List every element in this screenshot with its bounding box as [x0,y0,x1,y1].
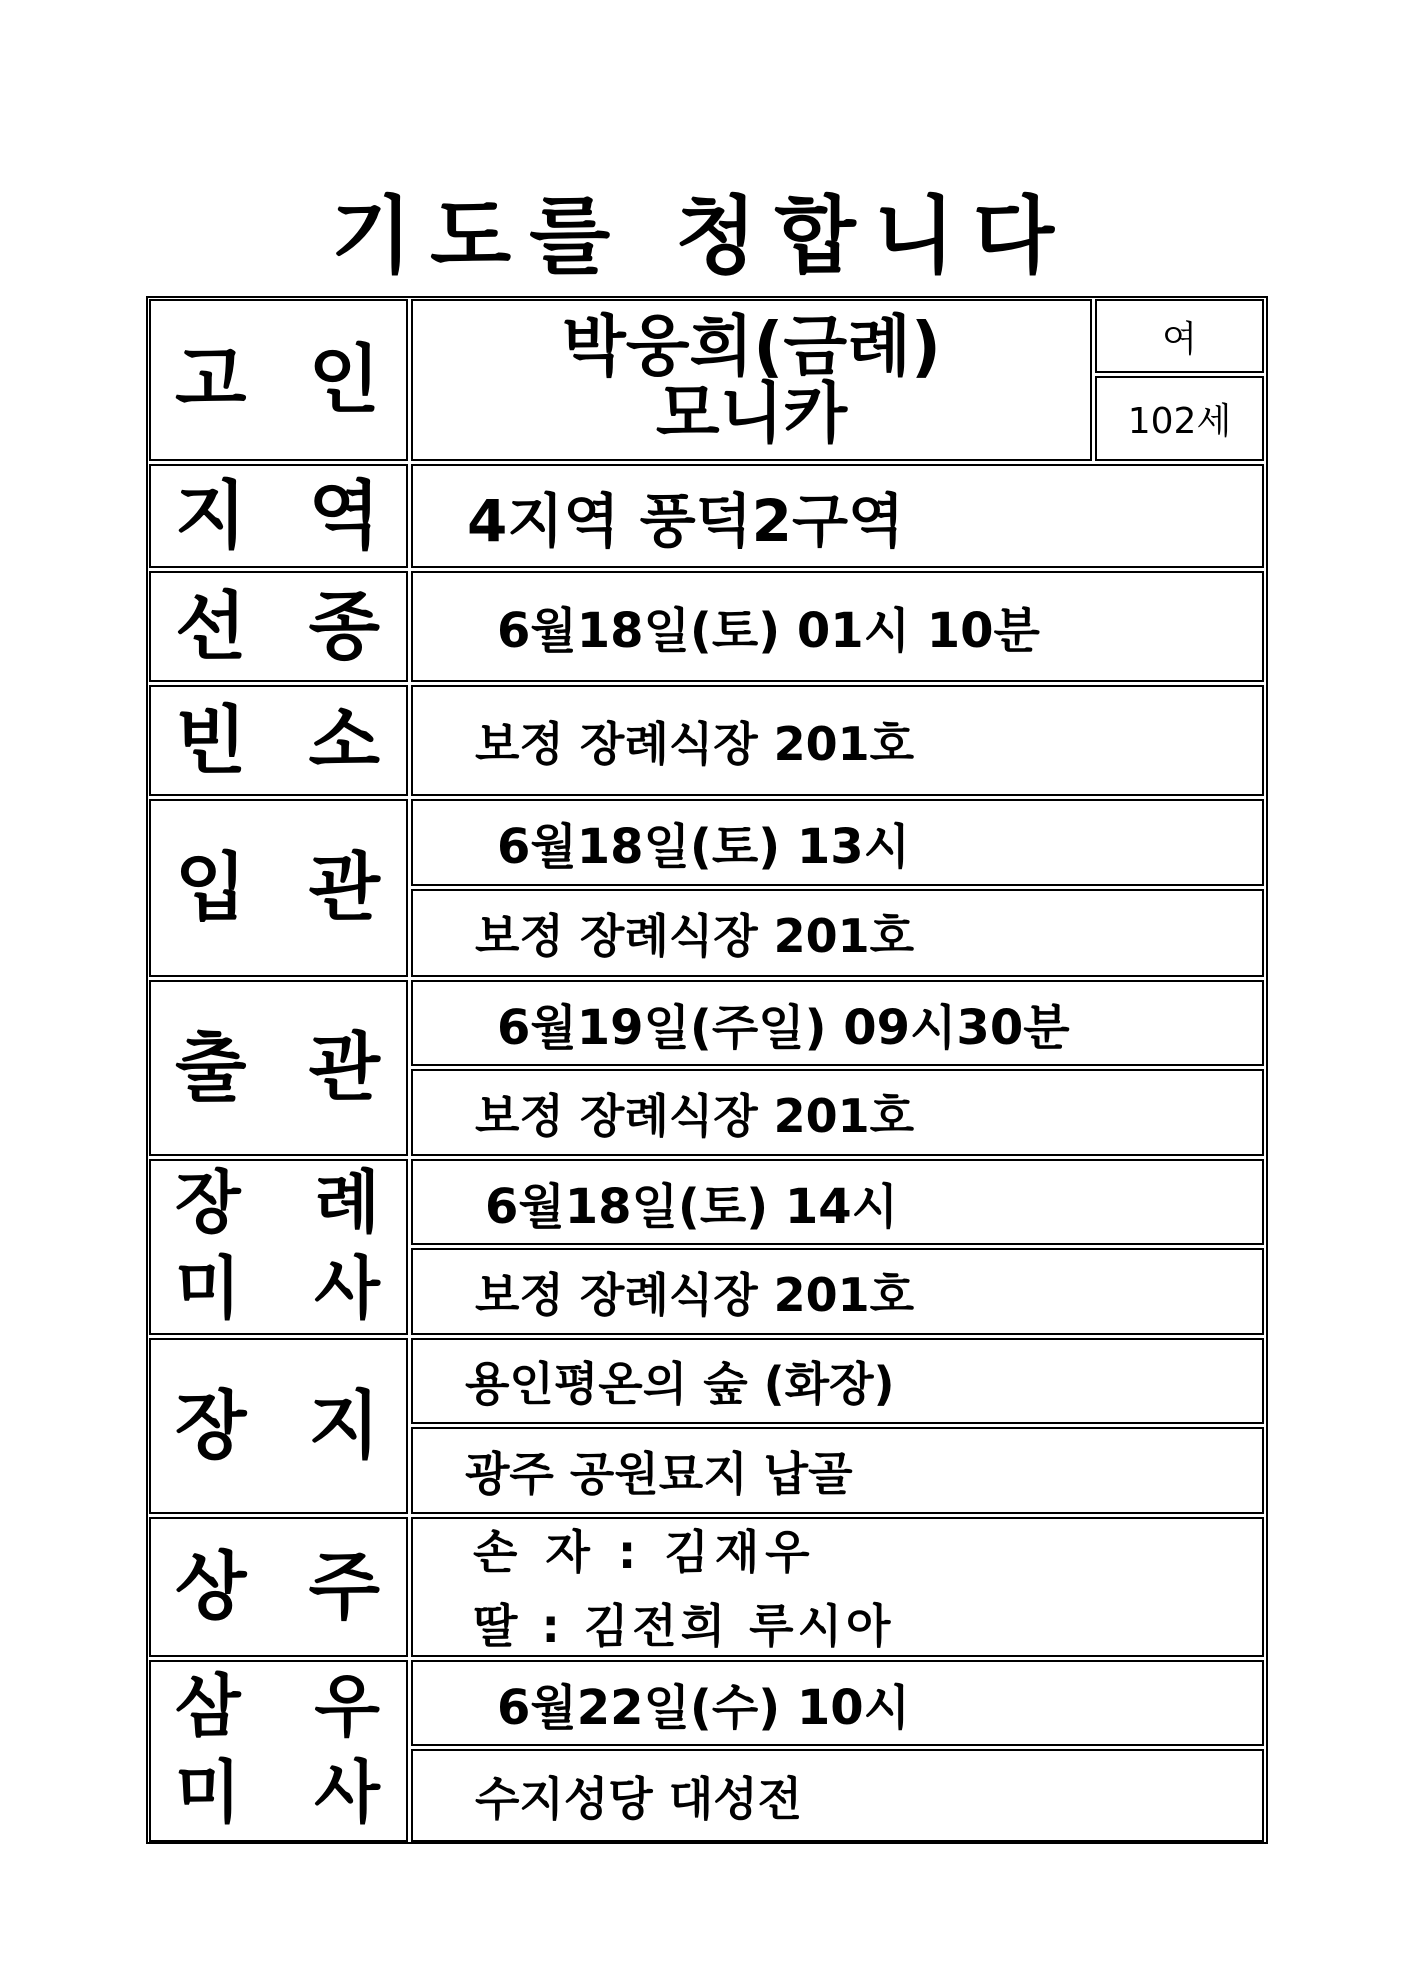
label-char: 종 [308,583,380,670]
label-char: 장 [175,1383,247,1469]
label-char: 삼 [175,1668,241,1747]
third-day-mass-time: 6월22일(수) 10시 [411,1660,1264,1746]
third-day-mass-place: 수지성당 대성전 [411,1749,1264,1842]
label-char: 상 [175,1544,247,1630]
deceased-age: 102세 [1095,376,1264,461]
page-title: 기도를 청합니다 [330,187,1073,285]
burial-label [149,1338,408,1514]
label-char: 사 [314,1754,380,1833]
mortuary-value: 보정 장례식장 201호 [411,685,1264,796]
label-char: 지 [175,473,247,559]
district-value: 4지역 풍덕2구역 [411,464,1264,568]
deceased-baptismal-name: 모니카 [655,375,848,452]
label-line [175,1754,380,1833]
funeral-mass-label [149,1159,408,1335]
label-char: 관 [308,1025,380,1111]
label-char: 미 [175,1250,241,1329]
departure-place: 보정 장례식장 201호 [411,1069,1264,1156]
label-char: 선 [175,583,247,670]
departure-time: 6월19일(주일) 09시30분 [411,980,1264,1066]
obituary-table [146,296,1268,1844]
funeral-mass-place: 보정 장례식장 201호 [411,1248,1264,1335]
label-char: 사 [314,1250,380,1329]
funeral-mass-time: 6월18일(토) 14시 [411,1159,1264,1245]
deceased-label [149,299,408,461]
label-char: 입 [175,845,247,931]
deceased-name-box [411,299,1092,461]
death-value: 6월18일(토) 01시 10분 [411,571,1264,682]
label-char: 인 [308,337,380,423]
departure-label [149,980,408,1156]
chief-mourner-line1: 손 자 : 김재우 [473,1525,816,1579]
third-day-mass-label [149,1660,408,1842]
encoffining-time: 6월18일(토) 13시 [411,799,1264,886]
chief-mourner-box [411,1517,1264,1657]
label-char: 출 [175,1025,247,1111]
label-char: 장 [175,1164,241,1243]
encoffining-label [149,799,408,977]
label-char: 례 [314,1164,380,1243]
label-char: 소 [308,697,380,784]
deceased-name: 박웅희(금례) [561,307,942,385]
deceased-gender: 여 [1095,299,1264,373]
label-char: 주 [308,1544,380,1630]
label-char: 고 [175,337,247,423]
label-line [175,1164,380,1243]
mortuary-label [149,685,408,796]
label-char: 미 [175,1754,241,1833]
label-char: 지 [308,1383,380,1469]
label-char: 관 [308,845,380,931]
label-char: 빈 [175,697,247,784]
district-label [149,464,408,568]
label-char: 우 [314,1668,380,1747]
chief-mourner-label [149,1517,408,1657]
burial-line1: 용인평온의 숲 (화장) [411,1338,1264,1424]
label-line [175,1250,380,1329]
encoffining-place: 보정 장례식장 201호 [411,889,1264,977]
chief-mourner-line2: 딸 : 김전희 루시아 [473,1599,895,1653]
burial-line2: 광주 공원묘지 납골 [411,1427,1264,1514]
death-label [149,571,408,682]
label-char: 역 [308,473,380,559]
label-line [175,1668,380,1747]
